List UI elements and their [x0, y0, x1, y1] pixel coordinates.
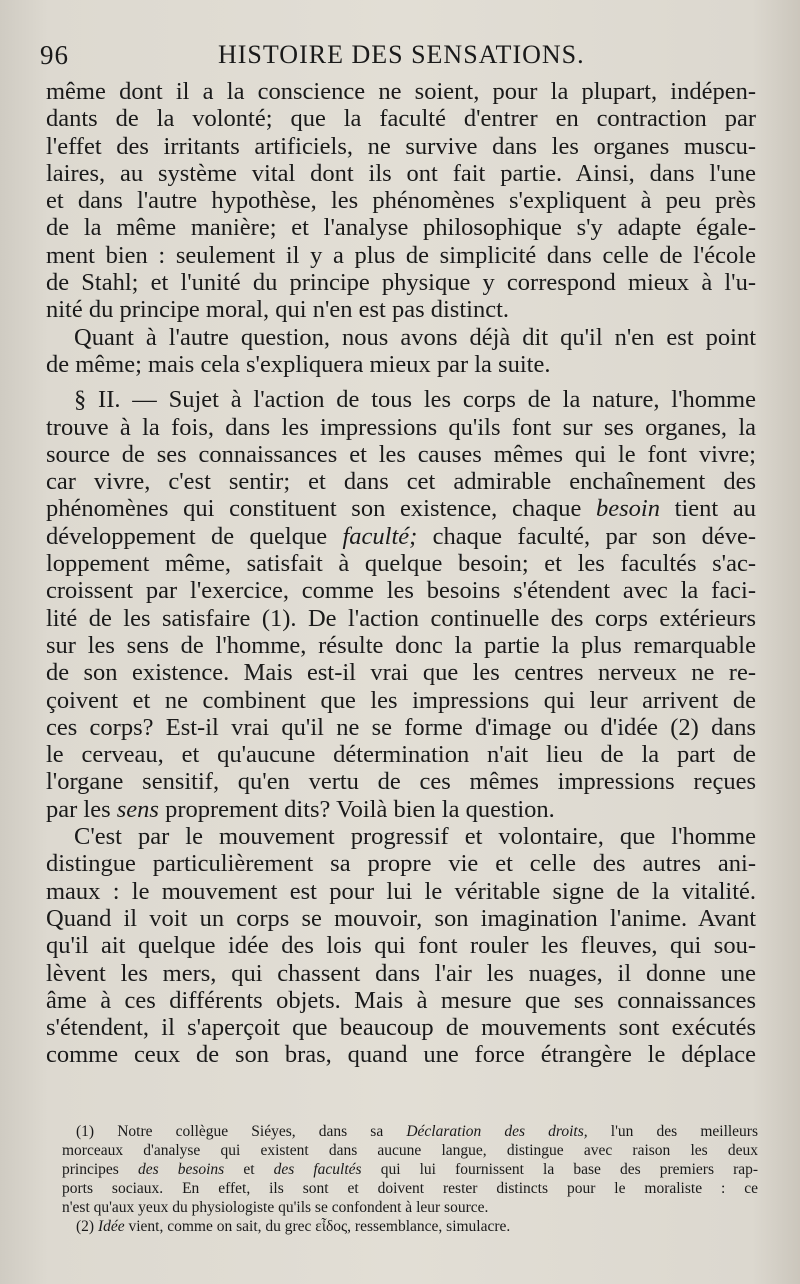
text-line: ment bien : seulement il y a plus de simplicité dans celle de l'école — [46, 241, 756, 269]
text-line: laires, au système vital dont ils ont fait partie. Ainsi, dans l'une — [46, 159, 756, 187]
text-line: car vivre, c'est sentir; et dans cet admirable enchaînement des — [46, 468, 756, 496]
paragraph-section-2 — [46, 386, 756, 823]
paragraph-4 — [46, 823, 756, 1069]
italic-term-sens: sens — [116, 795, 159, 823]
text-line: de la même manière; et l'analyse philosophique s'y adapte égale- — [46, 214, 756, 242]
text-line: comme ceux de son bras, quand une force étrangère le déplace — [46, 1041, 756, 1069]
page-number: 96 — [40, 40, 69, 70]
text-line: de Stahl; et l'unité du principe physique y correspond mieux à l'u- — [46, 269, 756, 297]
text-line: sur les sens de l'homme, résulte donc la partie la plus remarquable — [46, 631, 756, 659]
italic-term-faculte: faculté; — [342, 522, 418, 550]
italic-term-besoin: besoin — [596, 495, 660, 523]
text-line: ces corps? Est-il vrai qu'il ne se forme d'image ou d'idée (2) dans — [46, 713, 756, 741]
text-line: Quand il voit un corps se mouvoir, son imagination l'anime. Avant — [46, 904, 756, 932]
text-line: Quant à l'autre question, nous avons déjà dit qu'il n'en est point — [74, 323, 756, 351]
paragraph-2 — [46, 324, 756, 379]
text-line: lité de les satisfaire (1). De l'action continuelle des corps extérieurs — [46, 604, 756, 632]
text-line: et dans l'autre hypothèse, les phénomènes s'expliquent à peu près — [46, 187, 756, 215]
footnote-line: (2) Idée vient, comme on sait, du grec εἶδος, ressemblance, simulacre. — [76, 1218, 511, 1235]
text-line: loppement même, satisfait à quelque besoin; et les facultés s'ac- — [46, 550, 756, 578]
italic-title-declaration: Déclaration des droits, — [406, 1123, 588, 1140]
text-line: même dont il a la conscience ne soient, pour la plupart, indépen- — [46, 78, 756, 105]
paragraph-1 — [46, 78, 756, 324]
footnote-line: principes des besoins et des facultés qui lui fournissent la base des premiers rap- — [62, 1161, 759, 1178]
text-line: l'organe sensitif, qu'en vertu de ces mêmes impressions reçues — [46, 768, 756, 796]
text-line: çoivent et ne combinent que les impressions qui leur arrivent de — [46, 686, 756, 714]
page-header — [40, 40, 760, 80]
text-line: de même; mais cela s'expliquera mieux par la suite. — [46, 350, 551, 378]
text-line: maux : le mouvement est pour lui le véritable signe de la vitalité. — [46, 877, 756, 905]
text-line: source de ses connaissances et les causes mêmes qui le font vivre; — [46, 440, 756, 468]
text-line: le cerveau, et qu'aucune détermination n'ait lieu de la part de — [46, 741, 756, 769]
body-text — [46, 78, 756, 1069]
section-heading-line: § II. — Sujet à l'action de tous les corps de la nature, l'homme — [74, 386, 756, 414]
footnote-1 — [62, 1122, 758, 1217]
text-line: l'effet des irritants artificiels, ne survive dans les organes muscu- — [46, 132, 756, 160]
running-head: HISTOIRE DES SENSATIONS. — [218, 40, 585, 69]
footnote-line: morceaux d'analyse qui existent dans aucune langue, distingue avec raison les deux — [62, 1142, 758, 1159]
text-line: croissent par l'exercice, comme les besoins s'étendent avec la faci- — [46, 577, 756, 605]
text-line: par les sens proprement dits? Voilà bien la question. — [46, 795, 555, 823]
footnotes — [62, 1122, 758, 1236]
text-line: dants de la volonté; que la faculté d'entrer en contraction par — [46, 105, 756, 133]
footnote-2 — [62, 1217, 758, 1236]
text-line: lèvent les mers, qui chassent dans l'air les nuages, il donne une — [46, 959, 756, 987]
text-line: C'est par le mouvement progressif et volontaire, que l'homme — [74, 823, 756, 851]
text-line: qu'il ait quelque idée des lois qui font rouler les fleuves, qui sou- — [46, 932, 756, 960]
text-line: phénomènes qui constituent son existence, chaque besoin tient au — [46, 495, 757, 523]
text-line: âme à ces différents objets. Mais à mesure que ses connaissances — [46, 986, 756, 1014]
text-line: trouve à la fois, dans les impressions qu'ils font sur ses organes, la — [46, 413, 756, 441]
footnote-line: ports sociaux. En effet, ils sont et doivent rester distincts pour le moraliste : ce — [62, 1180, 758, 1197]
text-line: distingue particulièrement sa propre vie et celle des autres ani- — [46, 850, 756, 878]
footnote-line: (1) Notre collègue Siéyes, dans sa Déclaration des droits, l'un des meilleurs — [76, 1123, 759, 1140]
text-line: développement de quelque faculté; chaque faculté, par son déve- — [46, 522, 757, 550]
text-line: de son existence. Mais est-il vrai que les centres nerveux ne re- — [46, 659, 756, 687]
footnote-line: n'est qu'aux yeux du physiologiste qu'ils se confondent à leur source. — [62, 1199, 489, 1216]
text-line: nité du principe moral, qui n'en est pas distinct. — [46, 296, 510, 324]
text-line: s'étendent, il s'aperçoit que beaucoup de mouvements sont exécutés — [46, 1014, 756, 1042]
